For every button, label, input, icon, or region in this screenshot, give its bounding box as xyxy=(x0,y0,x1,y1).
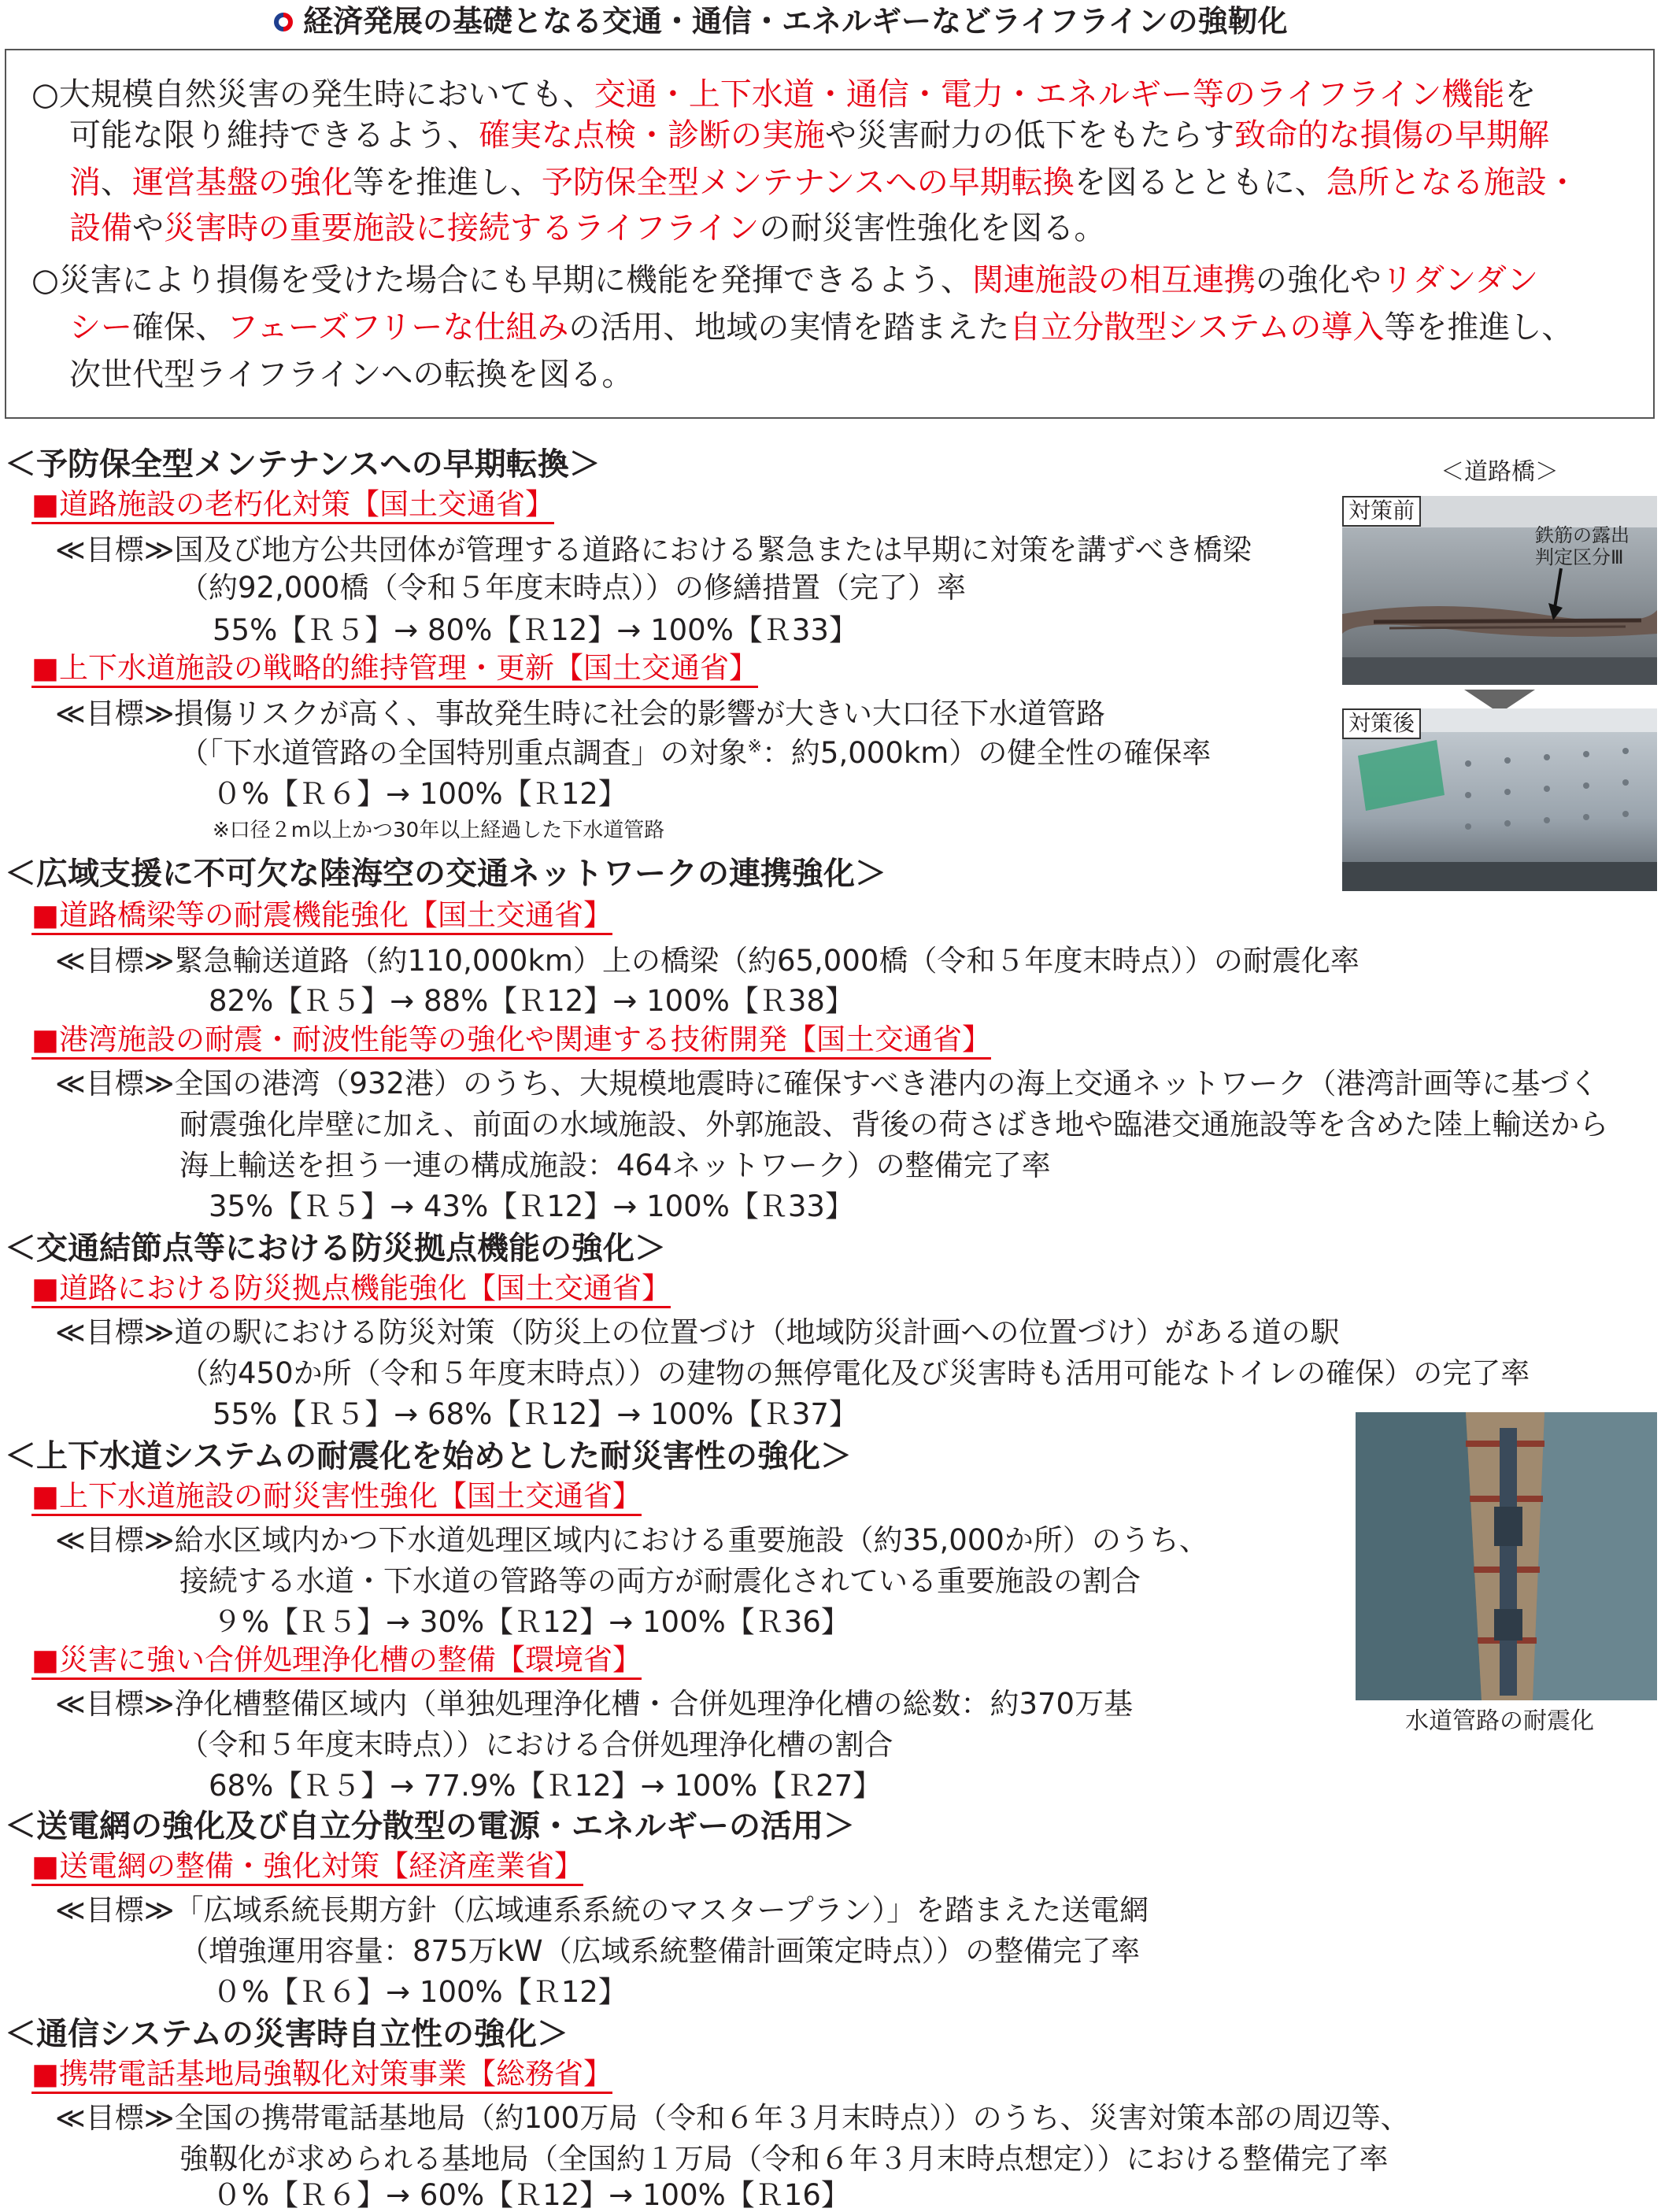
page-title: 経済発展の基礎となる交通・通信・エネルギーなどライフラインの強靭化 xyxy=(303,4,1288,39)
summary-highlight: 消 xyxy=(69,165,101,201)
item-progress-line: 68%【Ｒ５】→ 77.9%【Ｒ12】→ 100%【Ｒ27】 xyxy=(209,1769,882,1803)
rebar-label-line2: 判定区分Ⅲ xyxy=(1535,546,1624,568)
water-pipe-caption: 水道管路の耐震化 xyxy=(1405,1707,1594,1735)
summary-text-run: 次世代型ライフラインへの転換を図る。 xyxy=(69,357,634,393)
section-heading-telecom: ＜通信システムの災害時自立性の強化＞ xyxy=(5,2016,568,2052)
item-progress-line: 35%【Ｒ５】→ 43%【Ｒ12】→ 100%【Ｒ33】 xyxy=(209,1189,854,1223)
summary-highlight: 災害時の重要施設に接続するライフライン xyxy=(164,210,760,246)
item-target-line: ≪目標≫緊急輸送道路（約110,000km）上の橋梁（約65,000橋（令和５年度末時点））の耐震化率 xyxy=(55,944,1360,978)
summary-text-run: を xyxy=(1504,76,1537,113)
summary-highlight: 運営基盤の強化 xyxy=(132,165,353,201)
bridge-figure-caption: ＜道路橋＞ xyxy=(1441,458,1559,486)
summary-highlight: リダンダン xyxy=(1381,262,1539,298)
item-target-line: （「下水道管路の全国特別重点調査」の対象※：約5,000km）の健全性の確保率 xyxy=(179,736,1212,770)
item-target-line: 耐震強化岸壁に加え、前面の水域施設、外郭施設、背後の荷さばき地や臨港交通施設等を含めた陸上輸送から xyxy=(179,1108,1609,1141)
item-heading-septic-tank: ■災害に強い合併処理浄化槽の整備【環境省】 xyxy=(31,1645,642,1680)
summary-highlight: 致命的な損傷の早期解 xyxy=(1234,117,1549,154)
section-heading-maintenance: ＜予防保全型メンテナンスへの早期転換＞ xyxy=(5,446,601,483)
summary-line xyxy=(69,165,1578,201)
item-target-line: ≪目標≫道の駅における防災対策（防災上の位置づけ（地域防災計画への位置づけ）がある道の駅 xyxy=(55,1315,1340,1349)
summary-text-run: 、 xyxy=(101,165,132,201)
summary-highlight: フェーズフリーな仕組み xyxy=(227,309,569,346)
item-progress-line: 82%【Ｒ５】→ 88%【Ｒ12】→ 100%【Ｒ38】 xyxy=(209,984,854,1018)
water-pipe-photo xyxy=(1356,1412,1657,1700)
summary-text-run: 等を推進し、 xyxy=(353,165,542,201)
item-footnote: ※口径２m以上かつ30年以上経過した下水道管路 xyxy=(213,819,665,842)
summary-text-run: の強化や xyxy=(1255,262,1382,298)
title-bullet-icon xyxy=(274,13,293,31)
item-progress-line: ０%【Ｒ６】→ 100%【Ｒ12】 xyxy=(213,777,627,811)
summary-text-run: 確保、 xyxy=(132,309,227,346)
summary-highlight: 確実な点検・診断の実施 xyxy=(479,117,825,154)
item-progress-line: ０%【Ｒ６】→ 100%【Ｒ12】 xyxy=(213,1975,627,2009)
item-target-line: ≪目標≫給水区域内かつ下水道処理区域内における重要施設（約35,000か所）のうち、 xyxy=(55,1523,1208,1557)
summary-text-run: の耐災害性強化を図る。 xyxy=(759,210,1106,246)
item-target-line: ≪目標≫「広域系統長期方針（広域連系系統のマスタープラン）」を踏まえた送電網 xyxy=(55,1893,1149,1927)
item-target-line: （増強運用容量：875万kW（広域系統整備計画策定時点））の整備完了率 xyxy=(179,1934,1141,1968)
item-heading-bridge-seismic: ■道路橋梁等の耐震機能強化【国土交通省】 xyxy=(31,901,612,935)
item-heading-mobile-base-station: ■携帯電話基地局強靱化対策事業【総務省】 xyxy=(31,2059,612,2094)
summary-line xyxy=(31,264,1538,296)
summary-text-run: ○大規模自然災害の発生時においても、 xyxy=(31,76,594,113)
summary-highlight: シー xyxy=(69,309,132,346)
item-progress-line: 55%【Ｒ５】→ 68%【Ｒ12】→ 100%【Ｒ37】 xyxy=(213,1397,858,1431)
section-heading-disaster-base: ＜交通結節点等における防災拠点機能の強化＞ xyxy=(5,1230,666,1267)
item-progress-line: ０%【Ｒ６】→ 60%【Ｒ12】→ 100%【Ｒ16】 xyxy=(213,2178,850,2212)
summary-line xyxy=(69,210,1106,246)
rebar-arrow-icon xyxy=(1547,567,1570,622)
item-target-line: ≪目標≫全国の携帯電話基地局（約100万局（令和６年３月末時点））のうち、災害対策本部の周辺等、 xyxy=(55,2101,1410,2135)
summary-line xyxy=(69,357,634,393)
summary-highlight: 交通・上下水道・通信・電力・エネルギー等のライフライン機能 xyxy=(594,76,1505,113)
item-heading-water-maintenance: ■上下水道施設の戦略的維持管理・更新【国土交通省】 xyxy=(31,653,758,688)
summary-line xyxy=(31,76,1537,113)
section-heading-transport-network: ＜広域支援に不可欠な陸海空の交通ネットワークの連携強化＞ xyxy=(5,856,886,892)
after-tag: 対策後 xyxy=(1342,708,1421,739)
item-target-line: （約450か所（令和５年度末時点））の建物の無停電化及び災害時も活用可能なトイレの確保）の完了率 xyxy=(179,1356,1530,1390)
item-progress-line: ９%【Ｒ５】→ 30%【Ｒ12】→ 100%【Ｒ36】 xyxy=(213,1605,850,1639)
item-target-line: ≪目標≫全国の港湾（932港）のうち、大規模地震時に確保すべき港内の海上交通ネットワーク（港湾計画等に基づく xyxy=(55,1067,1599,1100)
item-heading-water-resilience: ■上下水道施設の耐災害性強化【国土交通省】 xyxy=(31,1481,642,1516)
summary-highlight: 予防保全型メンテナンスへの早期転換 xyxy=(542,165,1075,201)
summary-text-run: や xyxy=(132,210,164,246)
summary-text-run: ○災害により損傷を受けた場合にも早期に機能を発揮できるよう、 xyxy=(31,262,972,298)
summary-text-run: 可能な限り維持できるよう、 xyxy=(69,117,479,154)
summary-text-run: 等を推進し、 xyxy=(1384,309,1574,346)
summary-line xyxy=(69,117,1549,154)
item-heading-port-facilities: ■港湾施設の耐震・耐波性能等の強化や関連する技術開発【国土交通省】 xyxy=(31,1025,991,1060)
item-target-line: 強靱化が求められる基地局（全国約１万局（令和６年３月末時点想定））における整備完了率 xyxy=(179,2142,1389,2176)
summary-highlight: 自立分散型システムの導入 xyxy=(1009,309,1385,346)
item-target-line: 接続する水道・下水道の管路等の両方が耐震化されている重要施設の割合 xyxy=(179,1564,1141,1598)
summary-highlight: 急所となる施設・ xyxy=(1326,165,1578,201)
summary-text-run: や災害耐力の低下をもたらす xyxy=(825,117,1234,154)
before-tag: 対策前 xyxy=(1342,496,1421,527)
summary-text-run: の活用、地域の実情を踏まえた xyxy=(568,309,1010,346)
summary-highlight: 関連施設の相互連携 xyxy=(971,262,1256,298)
item-heading-road-aging: ■道路施設の老朽化対策【国土交通省】 xyxy=(31,490,554,524)
item-target-line: 海上輸送を担う一連の構成施設：464ネットワーク）の整備完了率 xyxy=(179,1149,1051,1182)
item-target-line: ≪目標≫浄化槽整備区域内（単独処理浄化槽・合併処理浄化槽の総数：約370万基 xyxy=(55,1687,1134,1721)
summary-text-run: を図るとともに、 xyxy=(1074,165,1326,201)
section-heading-water-system: ＜上下水道システムの耐震化を始めとした耐災害性の強化＞ xyxy=(5,1438,852,1474)
item-heading-power-grid: ■送電網の整備・強化対策【経済産業省】 xyxy=(31,1851,583,1886)
rebar-label-line1: 鉄筋の露出 xyxy=(1535,524,1630,546)
item-target-line: ≪目標≫損傷リスクが高く、事故発生時に社会的影響が大きい大口径下水道管路 xyxy=(55,697,1105,731)
item-target-line: （約92,000橋（令和５年度末時点））の修繕措置（完了）率 xyxy=(179,571,966,605)
item-target-line: ≪目標≫国及び地方公共団体が管理する道路における緊急または早期に対策を講ずべき橋梁 xyxy=(55,533,1252,567)
item-progress-line: 55%【Ｒ５】→ 80%【Ｒ12】→ 100%【Ｒ33】 xyxy=(213,613,858,647)
summary-line xyxy=(69,309,1574,346)
summary-highlight: 設備 xyxy=(69,210,132,246)
section-heading-power-grid: ＜送電網の強化及び自立分散型の電源・エネルギーの活用＞ xyxy=(5,1808,855,1844)
item-heading-road-disaster-base: ■道路における防災拠点機能強化【国土交通省】 xyxy=(31,1274,671,1308)
item-target-line: （令和５年度末時点））における合併処理浄化槽の割合 xyxy=(179,1728,893,1762)
